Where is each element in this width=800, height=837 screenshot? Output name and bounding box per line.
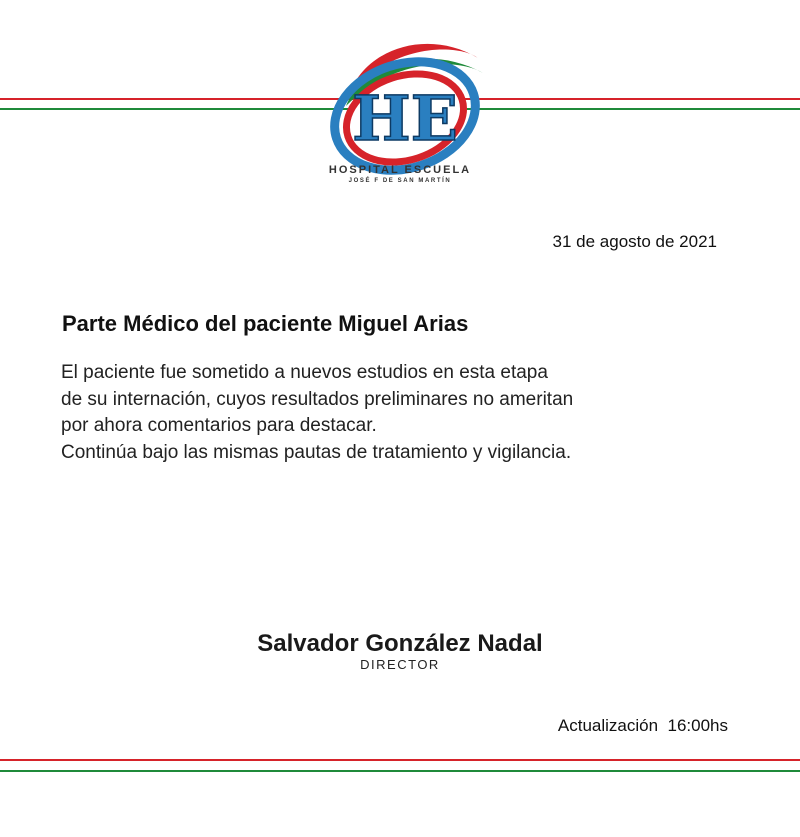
body-line: por ahora comentarios para destacar. — [61, 415, 377, 436]
signatory-role: DIRECTOR — [360, 657, 440, 672]
body-line: de su internación, cuyos resultados preliminares no ameritan — [61, 388, 574, 410]
hospital-name: HOSPITAL ESCUELA — [328, 164, 472, 176]
signatory-name: Salvador González Nadal — [257, 630, 543, 657]
body-line: Continúa bajo las mismas pautas de tratamiento y vigilancia. — [61, 441, 572, 463]
document-date: 31 de agosto de 2021 — [552, 232, 717, 251]
document-title: Parte Médico del paciente Miguel Arias — [62, 311, 469, 336]
bottom-green-stripe — [0, 770, 800, 772]
document-body — [61, 360, 701, 466]
update-time: Actualización 16:00hs — [557, 716, 728, 735]
bottom-red-stripe — [0, 759, 800, 761]
logo-monogram: HE — [352, 82, 458, 155]
hospital-subname: JOSÉ F DE SAN MARTÍN — [348, 178, 452, 184]
body-line: El paciente fue sometido a nuevos estudios en esta etapa — [61, 362, 548, 383]
